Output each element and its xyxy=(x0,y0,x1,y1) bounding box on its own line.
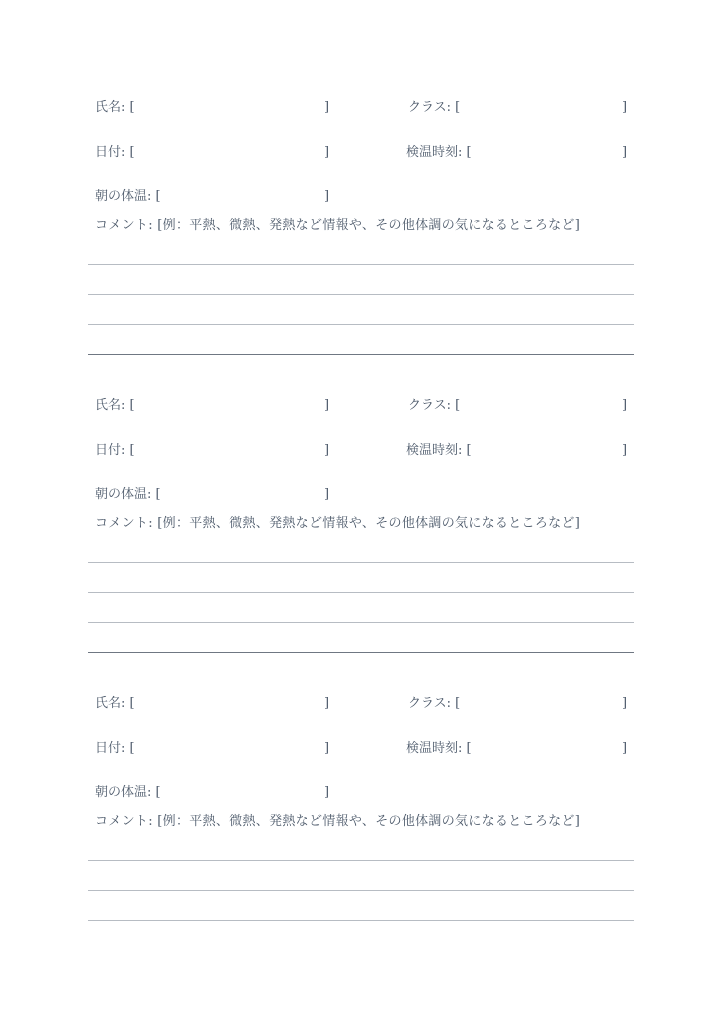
class-label: クラス: [ xyxy=(408,696,461,711)
comment-label: コメント: [例：平熱、微熱、発熱など情報や、その他体調の気になるところなど] xyxy=(95,814,581,829)
record-1 xyxy=(0,0,724,290)
date-field-close-bracket[interactable]: ] xyxy=(324,443,330,458)
name-label: 氏名: [ xyxy=(95,100,135,115)
date-label: 日付: [ xyxy=(95,741,135,756)
name-field-close-bracket[interactable]: ] xyxy=(324,100,330,115)
date-label: 日付: [ xyxy=(95,145,135,160)
temperature-field-close-bracket[interactable]: ] xyxy=(324,487,330,502)
record-2 xyxy=(0,298,724,588)
comment-label: コメント: [例：平熱、微熱、発熱など情報や、その他体調の気になるところなど] xyxy=(95,516,581,531)
time-field-close-bracket[interactable]: ] xyxy=(622,443,628,458)
time-label: 検温時刻: [ xyxy=(406,741,472,756)
comment-line[interactable] xyxy=(88,860,634,861)
comment-line[interactable] xyxy=(88,294,634,295)
time-field-close-bracket[interactable]: ] xyxy=(622,741,628,756)
name-label: 氏名: [ xyxy=(95,398,135,413)
temperature-label: 朝の体温: [ xyxy=(95,487,161,502)
class-label: クラス: [ xyxy=(408,398,461,413)
name-label: 氏名: [ xyxy=(95,696,135,711)
comment-line[interactable] xyxy=(88,562,634,563)
time-label: 検温時刻: [ xyxy=(406,443,472,458)
comment-label: コメント: [例：平熱、微熱、発熱など情報や、その他体調の気になるところなど] xyxy=(95,218,581,233)
time-field-close-bracket[interactable]: ] xyxy=(622,145,628,160)
comment-line[interactable] xyxy=(88,592,634,593)
name-field-close-bracket[interactable]: ] xyxy=(324,696,330,711)
class-field-close-bracket[interactable]: ] xyxy=(622,398,628,413)
temperature-field-close-bracket[interactable]: ] xyxy=(324,785,330,800)
class-label: クラス: [ xyxy=(408,100,461,115)
class-field-close-bracket[interactable]: ] xyxy=(622,696,628,711)
date-label: 日付: [ xyxy=(95,443,135,458)
temperature-field-close-bracket[interactable]: ] xyxy=(324,189,330,204)
temperature-label: 朝の体温: [ xyxy=(95,785,161,800)
date-field-close-bracket[interactable]: ] xyxy=(324,145,330,160)
comment-line[interactable] xyxy=(88,264,634,265)
comment-line[interactable] xyxy=(88,920,634,921)
temperature-label: 朝の体温: [ xyxy=(95,189,161,204)
name-field-close-bracket[interactable]: ] xyxy=(324,398,330,413)
date-field-close-bracket[interactable]: ] xyxy=(324,741,330,756)
class-field-close-bracket[interactable]: ] xyxy=(622,100,628,115)
time-label: 検温時刻: [ xyxy=(406,145,472,160)
record-3 xyxy=(0,596,724,886)
comment-line[interactable] xyxy=(88,890,634,891)
